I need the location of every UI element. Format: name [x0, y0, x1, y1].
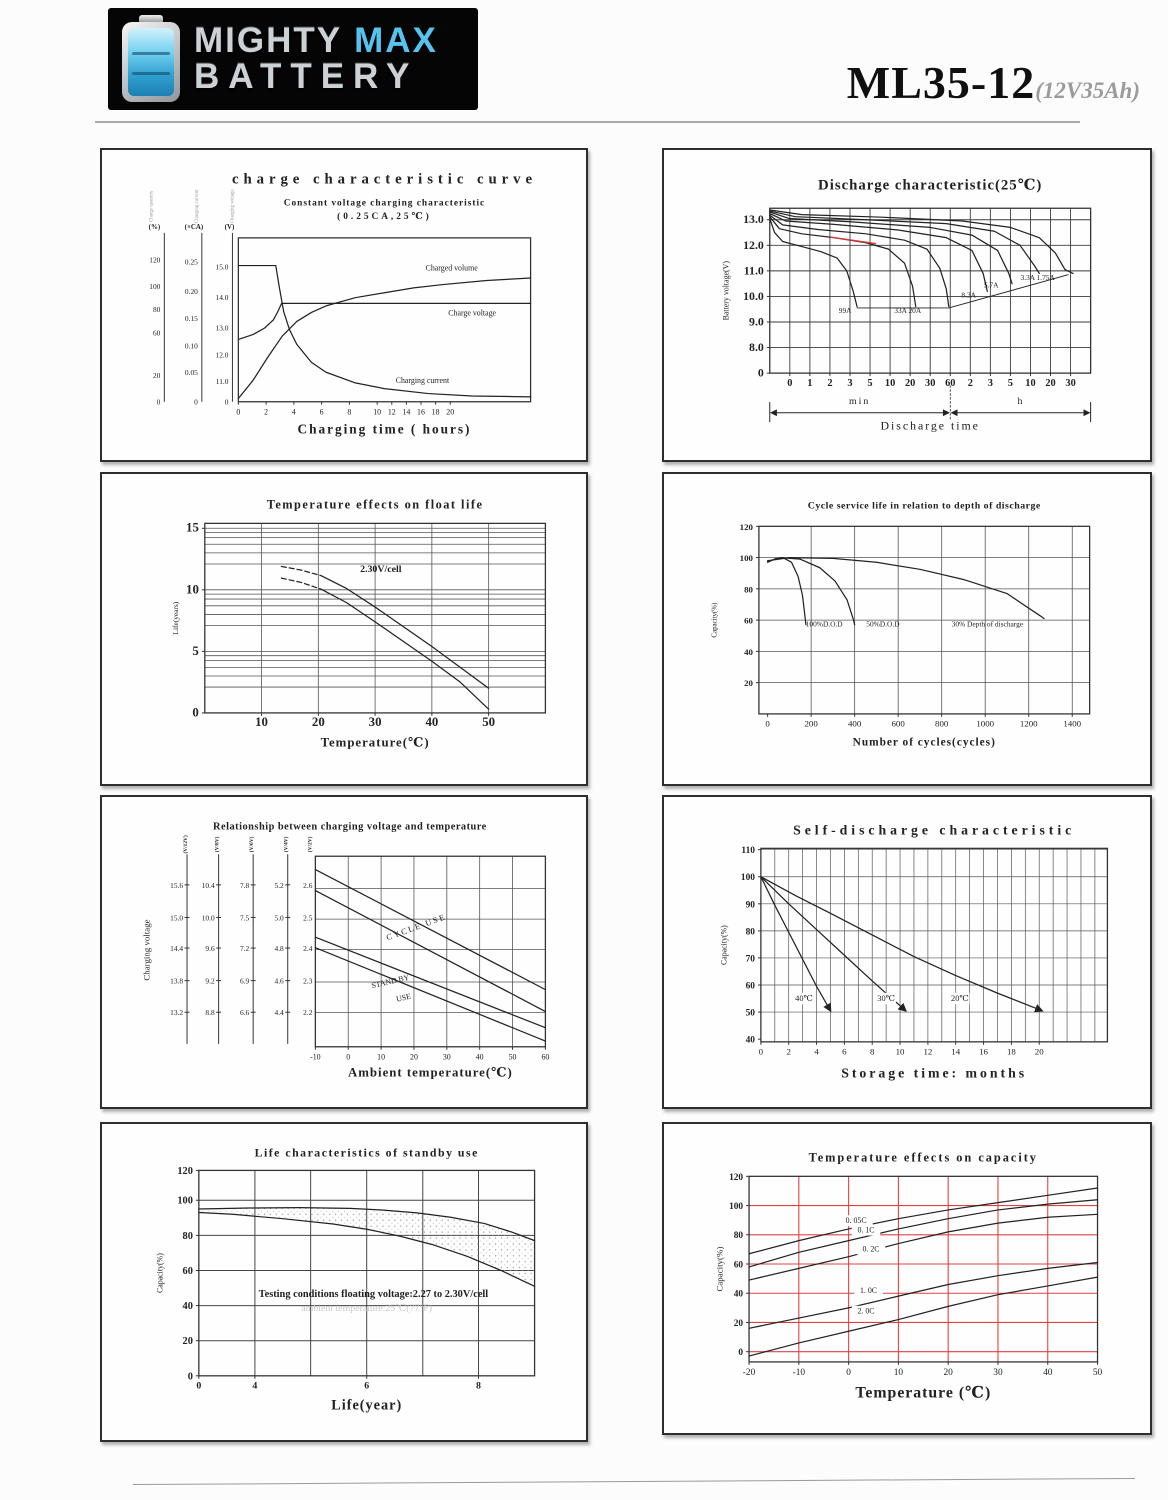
svg-text:Capacity(%): Capacity(%) — [719, 925, 729, 965]
svg-text:Discharge time: Discharge time — [880, 418, 980, 433]
svg-text:min: min — [848, 395, 871, 407]
svg-text:6.9: 6.9 — [239, 976, 250, 986]
svg-text:Self-discharge characteristic: Self-discharge characteristic — [793, 822, 1076, 838]
svg-text:2.3: 2.3 — [303, 976, 313, 986]
svg-text:80: 80 — [744, 584, 753, 595]
svg-text:100: 100 — [740, 873, 755, 884]
svg-text:80: 80 — [733, 1231, 744, 1242]
svg-text:7.2: 7.2 — [239, 944, 250, 954]
svg-text:0: 0 — [236, 407, 241, 417]
svg-text:4.6: 4.6 — [274, 976, 284, 986]
svg-text:20: 20 — [904, 377, 916, 389]
battery-body-icon — [122, 22, 180, 102]
svg-text:11.0: 11.0 — [743, 263, 764, 278]
chart-charge-characteristic-curve — [102, 150, 586, 460]
svg-text:Discharge characteristic(25℃): Discharge characteristic(25℃) — [818, 177, 1043, 194]
svg-text:33A 20A: 33A 20A — [894, 306, 922, 316]
svg-text:30: 30 — [442, 1052, 451, 1062]
svg-text:8: 8 — [347, 407, 352, 417]
svg-text:8.3A: 8.3A — [961, 290, 976, 300]
svg-text:0: 0 — [192, 705, 199, 720]
model-spec: (12V35Ah) — [1035, 78, 1140, 103]
svg-text:Number of cycles(cycles): Number of cycles(cycles) — [852, 736, 996, 749]
svg-text:1400: 1400 — [1063, 718, 1082, 729]
svg-text:Charging current: Charging current — [395, 375, 450, 385]
svg-text:Testing conditions floating vo: Testing conditions floating voltage:2.27 to 2.30V/cell — [258, 1288, 489, 1300]
model-number: ML35-12 — [846, 57, 1036, 108]
svg-text:2.5: 2.5 — [303, 913, 313, 923]
svg-text:60: 60 — [945, 377, 956, 389]
svg-text:15: 15 — [186, 520, 199, 535]
svg-text:(V/4V): (V/4V) — [283, 836, 290, 853]
svg-text:60: 60 — [733, 1260, 744, 1271]
svg-text:20: 20 — [182, 1336, 193, 1348]
svg-text:15.6: 15.6 — [170, 880, 184, 890]
svg-text:Charged volume: Charged volume — [425, 263, 478, 273]
svg-text:4.8: 4.8 — [274, 944, 284, 954]
chart-panel-charging-voltage-vs-temperature — [100, 795, 588, 1109]
brand-logo — [108, 8, 478, 110]
chart-panel-temperature-effects-on-capacity — [662, 1122, 1152, 1435]
svg-text:4: 4 — [252, 1380, 258, 1392]
chart-discharge-characteristic — [664, 150, 1150, 460]
svg-text:0: 0 — [765, 718, 770, 729]
svg-text:0: 0 — [196, 1380, 202, 1392]
chart-temperature-effects-on-float-life — [102, 474, 586, 784]
svg-text:13.0: 13.0 — [215, 323, 229, 333]
svg-text:40: 40 — [745, 1035, 755, 1046]
svg-text:16: 16 — [979, 1046, 988, 1057]
svg-text:80: 80 — [152, 304, 161, 314]
svg-text:Capacity(%): Capacity(%) — [711, 602, 719, 638]
svg-text:4: 4 — [291, 407, 296, 417]
svg-text:Relationship between charging: Relationship between charging voltage and temperature — [213, 821, 487, 833]
svg-text:80: 80 — [182, 1230, 193, 1242]
svg-text:Charging time ( hours): Charging time ( hours) — [297, 421, 472, 437]
header-divider — [95, 121, 1080, 123]
svg-text:100: 100 — [177, 1195, 193, 1207]
svg-text:Temperature effects on float l: Temperature effects on float life — [266, 497, 484, 512]
svg-text:14.0: 14.0 — [215, 293, 229, 303]
chart-self-discharge-characteristic — [664, 797, 1150, 1107]
svg-text:18: 18 — [431, 407, 440, 417]
svg-text:120: 120 — [739, 521, 753, 532]
svg-text:80: 80 — [745, 927, 755, 938]
svg-text:8: 8 — [870, 1046, 875, 1057]
svg-text:0.15: 0.15 — [184, 313, 198, 323]
svg-text:h: h — [1017, 395, 1023, 407]
chart-temperature-effects-on-capacity — [664, 1124, 1150, 1433]
svg-text:120: 120 — [149, 255, 161, 265]
svg-text:0. 2C: 0. 2C — [862, 1244, 880, 1254]
chart-panel-life-characteristics-standby — [100, 1122, 588, 1442]
svg-text:10.0: 10.0 — [201, 913, 215, 923]
svg-text:20: 20 — [1045, 377, 1056, 389]
svg-text:0. 1C: 0. 1C — [857, 1225, 875, 1235]
svg-text:0: 0 — [156, 397, 161, 407]
svg-text:(%): (%) — [148, 223, 161, 231]
svg-text:20: 20 — [1034, 1046, 1044, 1057]
svg-text:2: 2 — [827, 377, 833, 389]
svg-text:1000: 1000 — [976, 718, 995, 729]
svg-text:11.0: 11.0 — [215, 376, 229, 386]
svg-text:Charge quantity: Charge quantity — [149, 190, 155, 223]
svg-text:10: 10 — [373, 407, 382, 417]
svg-text:Temperature (℃): Temperature (℃) — [855, 1384, 992, 1402]
svg-text:0: 0 — [787, 377, 793, 389]
svg-text:2.4: 2.4 — [303, 944, 313, 954]
svg-text:50: 50 — [1092, 1367, 1103, 1378]
svg-text:110: 110 — [741, 846, 755, 857]
svg-text:5.2: 5.2 — [274, 880, 284, 890]
svg-text:USE: USE — [395, 991, 412, 1004]
svg-text:100: 100 — [149, 282, 161, 292]
svg-text:2.30V/cell: 2.30V/cell — [360, 563, 402, 575]
svg-text:9.0: 9.0 — [749, 314, 764, 329]
svg-text:7.5: 7.5 — [239, 913, 250, 923]
svg-text:2. 0C: 2. 0C — [857, 1306, 875, 1316]
svg-text:60: 60 — [182, 1265, 193, 1277]
svg-text:Ambient temperature(℃): Ambient temperature(℃) — [348, 1065, 513, 1080]
svg-text:40℃: 40℃ — [795, 994, 813, 1004]
svg-text:14: 14 — [402, 407, 411, 417]
svg-text:4.4: 4.4 — [274, 1008, 284, 1018]
svg-text:10: 10 — [1025, 377, 1036, 389]
chart-charging-voltage-vs-temperature — [102, 797, 586, 1107]
svg-text:50: 50 — [482, 714, 496, 729]
svg-text:5.0: 5.0 — [274, 913, 284, 923]
svg-text:90: 90 — [745, 900, 755, 911]
svg-text:10: 10 — [186, 582, 199, 597]
svg-text:-10: -10 — [792, 1367, 806, 1378]
svg-text:100%D.O.D: 100%D.O.D — [805, 619, 843, 629]
svg-text:8.0: 8.0 — [749, 340, 764, 355]
svg-text:60: 60 — [745, 981, 755, 992]
svg-text:Life(years): Life(years) — [171, 601, 181, 635]
svg-text:2: 2 — [967, 377, 973, 389]
svg-text:20: 20 — [410, 1052, 418, 1062]
svg-text:5: 5 — [1007, 377, 1014, 389]
svg-text:60: 60 — [744, 615, 753, 626]
svg-text:2.6: 2.6 — [303, 880, 313, 890]
svg-text:5.7A: 5.7A — [983, 280, 999, 290]
svg-text:400: 400 — [847, 718, 862, 729]
brand-word-mighty: MIGHTY — [194, 21, 343, 61]
svg-text:Temperature(℃): Temperature(℃) — [320, 735, 430, 750]
svg-text:Capacity(%): Capacity(%) — [714, 1246, 725, 1292]
svg-text:10.4: 10.4 — [201, 880, 215, 890]
svg-text:16: 16 — [417, 407, 425, 417]
svg-text:30: 30 — [993, 1367, 1003, 1378]
svg-text:-20: -20 — [742, 1367, 756, 1378]
svg-text:6: 6 — [319, 407, 324, 417]
chart-panel-cycle-service-life — [662, 472, 1152, 786]
svg-text:(V/8V): (V/8V) — [214, 836, 221, 853]
svg-text:(×CA): (×CA) — [184, 223, 204, 231]
svg-text:99A: 99A — [838, 306, 852, 316]
svg-text:50%D.O.D: 50%D.O.D — [866, 619, 900, 629]
svg-text:Temperature effects on capaci: Temperature effects on capacity — [808, 1150, 1038, 1165]
svg-text:40: 40 — [744, 646, 753, 657]
svg-text:100: 100 — [739, 553, 753, 564]
svg-text:15.0: 15.0 — [215, 262, 229, 272]
svg-text:10: 10 — [255, 714, 268, 729]
svg-text:13.8: 13.8 — [170, 976, 184, 986]
svg-text:6: 6 — [364, 1380, 370, 1392]
svg-text:0.05: 0.05 — [184, 368, 198, 378]
brand-word-battery: BATTERY — [194, 57, 419, 96]
svg-text:Life(year): Life(year) — [331, 1397, 403, 1414]
svg-text:18: 18 — [1006, 1046, 1016, 1057]
svg-text:10.0: 10.0 — [743, 288, 764, 303]
svg-text:40: 40 — [1043, 1367, 1053, 1378]
svg-text:14.4: 14.4 — [170, 944, 184, 954]
svg-text:(V): (V) — [224, 223, 235, 231]
svg-text:12: 12 — [387, 407, 396, 417]
svg-text:0: 0 — [738, 1348, 744, 1359]
brand-word-max: MAX — [354, 21, 438, 61]
svg-text:50: 50 — [508, 1052, 517, 1062]
svg-text:ambient temperature:25℃(77°F): ambient temperature:25℃(77°F) — [301, 1302, 433, 1314]
svg-text:15.0: 15.0 — [170, 913, 184, 923]
svg-text:1: 1 — [807, 377, 813, 389]
svg-text:8.8: 8.8 — [205, 1008, 215, 1018]
svg-text:12: 12 — [923, 1046, 933, 1057]
svg-text:10: 10 — [895, 1046, 905, 1057]
svg-text:13.0: 13.0 — [743, 212, 764, 227]
chart-panel-charge-characteristic-curve — [100, 148, 588, 462]
svg-text:Charge voltage: Charge voltage — [448, 308, 497, 318]
svg-text:0: 0 — [846, 1367, 851, 1378]
svg-text:Constant voltage charging char: Constant voltage charging characteristic — [283, 198, 486, 209]
svg-text:Cycle service life in relation: Cycle service life in relation to depth of discharge — [807, 500, 1041, 512]
svg-text:60: 60 — [152, 328, 161, 338]
svg-text:(0.25CA,25℃): (0.25CA,25℃) — [337, 212, 432, 223]
battery-icon — [122, 15, 180, 103]
svg-text:3: 3 — [847, 377, 853, 389]
svg-text:STAND BY: STAND BY — [370, 972, 411, 991]
svg-text:0: 0 — [757, 365, 764, 380]
svg-text:CYCLE USE: CYCLE USE — [385, 912, 448, 943]
svg-text:20: 20 — [311, 714, 325, 729]
footer-divider — [133, 1478, 1135, 1485]
svg-text:1200: 1200 — [1019, 718, 1038, 729]
svg-text:5: 5 — [867, 377, 873, 389]
svg-text:30: 30 — [368, 714, 382, 729]
svg-text:(V/12V): (V/12V) — [183, 835, 190, 854]
svg-text:5: 5 — [192, 643, 199, 658]
chart-panel-temperature-effects-on-float-life — [100, 472, 588, 786]
svg-text:3.3A 1.75A: 3.3A 1.75A — [1020, 272, 1055, 282]
svg-text:4: 4 — [814, 1046, 819, 1057]
svg-text:Battery voltage(V): Battery voltage(V) — [721, 261, 731, 321]
svg-text:Charging current: Charging current — [194, 189, 200, 223]
svg-text:30: 30 — [925, 377, 936, 389]
svg-text:1. 0C: 1. 0C — [859, 1286, 878, 1296]
svg-text:9.2: 9.2 — [205, 976, 215, 986]
svg-text:3: 3 — [987, 377, 993, 389]
svg-text:0: 0 — [346, 1052, 351, 1062]
svg-text:800: 800 — [935, 718, 949, 729]
svg-text:charge characteristic curve: charge characteristic curve — [231, 171, 537, 188]
svg-text:30: 30 — [1065, 377, 1076, 389]
svg-text:6: 6 — [842, 1046, 847, 1057]
svg-text:0: 0 — [224, 397, 229, 407]
svg-text:0.20: 0.20 — [184, 287, 198, 297]
svg-text:0.25: 0.25 — [184, 257, 198, 267]
svg-text:Charging voltage: Charging voltage — [141, 919, 152, 981]
svg-text:0: 0 — [194, 397, 198, 407]
svg-text:2: 2 — [786, 1046, 791, 1057]
chart-panel-discharge-characteristic — [662, 148, 1152, 462]
svg-text:12.0: 12.0 — [215, 350, 229, 360]
svg-text:10: 10 — [893, 1367, 904, 1378]
svg-text:2.2: 2.2 — [303, 1008, 313, 1018]
svg-text:12.0: 12.0 — [743, 237, 764, 252]
svg-text:70: 70 — [745, 954, 755, 965]
svg-text:9.6: 9.6 — [205, 944, 215, 954]
chart-cycle-service-life — [664, 474, 1150, 784]
svg-text:0: 0 — [187, 1371, 193, 1383]
svg-text:40: 40 — [425, 714, 439, 729]
chart-panel-self-discharge-characteristic — [662, 795, 1152, 1109]
svg-text:20: 20 — [446, 407, 455, 417]
svg-text:20℃: 20℃ — [951, 994, 969, 1004]
svg-text:120: 120 — [729, 1172, 744, 1183]
svg-text:50: 50 — [745, 1008, 755, 1019]
brand-logo-text — [194, 23, 438, 94]
svg-text:20: 20 — [152, 371, 161, 381]
svg-text:10: 10 — [884, 377, 896, 389]
svg-text:60: 60 — [541, 1052, 550, 1062]
svg-text:20: 20 — [943, 1367, 953, 1378]
svg-text:0: 0 — [758, 1046, 764, 1057]
svg-text:120: 120 — [177, 1165, 193, 1177]
svg-text:20: 20 — [744, 678, 753, 689]
svg-text:600: 600 — [891, 718, 905, 729]
svg-text:8: 8 — [476, 1380, 481, 1392]
svg-text:10: 10 — [377, 1052, 386, 1062]
svg-text:Charging voltage: Charging voltage — [230, 189, 236, 224]
svg-text:20: 20 — [733, 1318, 744, 1329]
svg-text:(V/6V): (V/6V) — [249, 836, 256, 853]
svg-text:40: 40 — [475, 1052, 484, 1062]
svg-text:Capacity(%): Capacity(%) — [155, 1253, 165, 1294]
svg-text:200: 200 — [804, 718, 818, 729]
svg-text:Storage time: months: Storage time: months — [841, 1065, 1028, 1081]
svg-text:13.2: 13.2 — [170, 1008, 184, 1018]
svg-text:0.10: 0.10 — [184, 341, 198, 351]
svg-text:0. 05C: 0. 05C — [845, 1216, 867, 1226]
svg-text:14: 14 — [951, 1046, 961, 1057]
svg-text:40: 40 — [733, 1289, 744, 1300]
svg-text:100: 100 — [729, 1202, 744, 1213]
svg-text:6.6: 6.6 — [239, 1008, 250, 1018]
svg-text:Life characteristics of standb: Life characteristics of standby use — [254, 1145, 479, 1160]
model-title-block — [820, 56, 1140, 109]
svg-text:40: 40 — [182, 1301, 193, 1313]
svg-text:30℃: 30℃ — [877, 994, 896, 1004]
chart-life-characteristics-standby — [102, 1124, 586, 1440]
svg-text:(V/2V): (V/2V) — [307, 836, 314, 853]
svg-text:30% Depth of discharge: 30% Depth of discharge — [951, 619, 1024, 629]
svg-text:7.8: 7.8 — [239, 880, 250, 890]
svg-text:2: 2 — [264, 407, 269, 417]
svg-text:-10: -10 — [310, 1052, 321, 1062]
